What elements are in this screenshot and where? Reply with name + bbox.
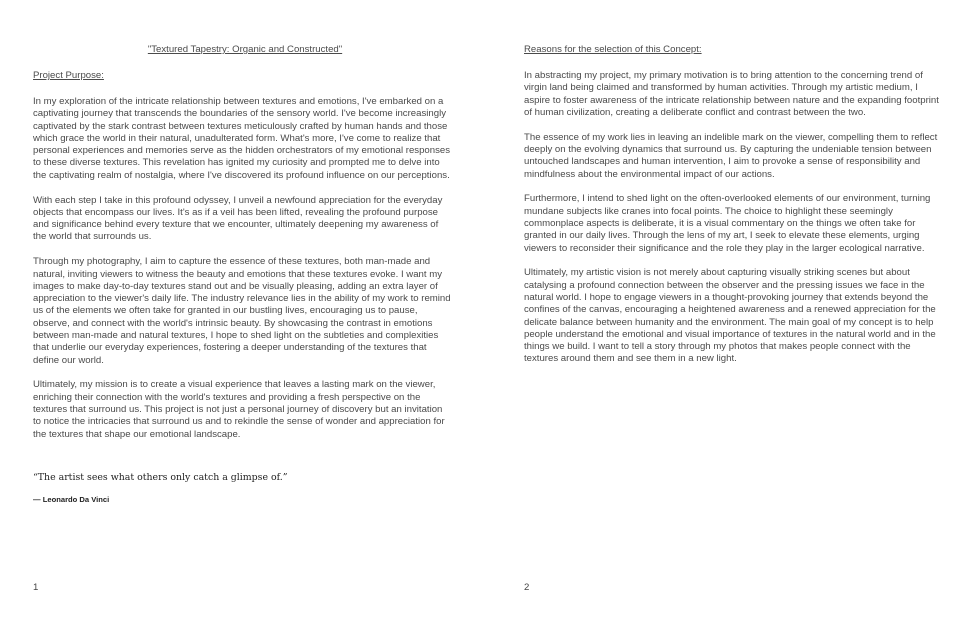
paragraph-line: to notice the intricacies that surround us and to rekindle the sense of wonder and appreciation for (33, 416, 445, 428)
paragraph-line: confines of the canvas, encouraging a heightened awareness and a renewed appreciation for the (524, 304, 936, 316)
paragraph-line: to these diverse textures. This revelation has ignited my curiosity and prompted me to delve into (33, 157, 440, 169)
paragraph-line: of human civilization, creating a deliberate conflict and contrast between the two. (524, 106, 866, 118)
paragraph-line: untouched landscapes and human intervention, I aim to provoke a sense of responsibility and (524, 156, 921, 168)
paragraph-line: delicate balance between humanity and the environment. The main goal of my concept is to help (524, 316, 934, 328)
paragraph-line: aspire to foster awareness of the intricate relationship between nature and the expanding footprint (524, 94, 939, 106)
paragraph-line: observe, and connect with the world's intrinsic beauty. By showcasing the contrast in emotions (33, 317, 433, 329)
section-heading-reasons: Reasons for the selection of this Concept: (524, 44, 702, 55)
paragraph-line: Ultimately, my mission is to create a visual experience that leaves a lasting mark on the viewer, (33, 379, 436, 391)
page-2-body (524, 70, 939, 378)
paragraph (524, 132, 939, 181)
paragraph-line: the textures that shape our emotional landscape. (33, 428, 241, 440)
paragraph-line: commonplace aspects is deliberate, it is a visual commentary on the things we often take for (524, 217, 916, 229)
paragraph (33, 256, 451, 367)
paragraph (524, 267, 939, 365)
paragraph (524, 193, 939, 254)
paragraph (33, 195, 451, 244)
paragraph-line: personal experiences and memories serve as the hidden orchestrators of my emotional responses (33, 145, 451, 157)
paragraph-line: captivated by the stark contrast between textures meticulously crafted by human hands and those (33, 120, 448, 132)
paragraph-line: enriching their connection with the world's textures and providing a fresh perspective on the (33, 391, 421, 403)
paragraph (524, 70, 939, 119)
paragraph-line: textures around them and see them in a new light. (524, 353, 737, 365)
paragraph-line: textures that surround us. This project is not just a personal journey of discovery but an invitation (33, 404, 443, 416)
paragraph-line: natural, inviting viewers to witness the beauty and emotions that these textures evoke. I want my (33, 268, 443, 280)
paragraph-line: virgin land being claimed and transformed by human activities. Through my artistic medium, I (524, 82, 918, 94)
paragraph-line: mundane subjects like cranes into focal points. The choice to highlight these seemingly (524, 205, 893, 217)
page-2 (490, 0, 980, 636)
paragraph-line: natural world. I hope to engage viewers in a thought-provoking journey that extends beyond the (524, 291, 929, 303)
paragraph-line: catalysing a profound connection between the observer and the pressing issues we face in the (524, 279, 925, 291)
paragraph-line: things we build. I want to tell a story through my photos that makes people connect with the (524, 341, 911, 353)
paragraph-line: Through my photography, I aim to capture the essence of these textures, both man-made and (33, 256, 431, 268)
paragraph-line: that underlie our everyday experiences, fostering a deeper understanding of the textures that (33, 342, 427, 354)
paragraph-line: images to make day-to-day textures stand out and be visually pleasing, adding an extra layer of (33, 280, 438, 292)
paragraph-line: With each step I take in this profound odyssey, I unveil a newfound appreciation for the everyday (33, 194, 443, 206)
paragraph-line: captivating journey that transcends the boundaries of the sensory world. I've become increasingly (33, 108, 446, 120)
paragraph-line: define our world. (33, 354, 104, 366)
paragraph-line: In abstracting my project, my primary motivation is to bring attention to the concerning trend of (524, 70, 923, 81)
quote-author: — Leonardo Da Vinci (33, 495, 110, 504)
paragraph-line: people understand the emotional and visual importance of textures in the natural world and in the (524, 328, 936, 340)
paragraph-line: granted in our daily lives. Through the lens of my art, I seek to elevate these elements, urging (524, 230, 920, 242)
paragraph-line: Furthermore, I intend to shed light on the often-overlooked elements of our environment, turning (524, 193, 931, 205)
paragraph-line: between man-made and natural textures, I hope to shed light on the subtleties and complexities (33, 330, 439, 342)
paragraph-line: mindfulness about the environmental impact of our actions. (524, 168, 775, 180)
paragraph (33, 96, 451, 182)
quote: “The artist sees what others only catch a glimpse of.” (33, 472, 288, 483)
page-number: 1 (33, 582, 39, 593)
page-1-body (33, 96, 451, 453)
paragraph (33, 379, 451, 440)
paragraph-line: us of the elements we often take for granted in our bustling lives, encouraging us to pause, (33, 305, 418, 317)
paragraph-line: deeply on the evolving dynamics that surround us. By capturing the undeniable tension between (524, 143, 932, 155)
paragraph-line: appreciation to the viewer's daily life. The industry relevance lies in the ability of my work to remind (33, 293, 451, 305)
paragraph-line: the world that surrounds us. (33, 231, 152, 243)
paragraph-line: In my exploration of the intricate relationship between textures and emotions, I've embarked on a (33, 96, 444, 107)
paragraph-line: viewers to reconsider their significance and the role they play in the larger ecological narrative. (524, 242, 925, 254)
paragraph-line: The essence of my work lies in leaving an indelible mark on the viewer, compelling them to reflect (524, 131, 938, 143)
paragraph-line: the captivating realm of nostalgia, where I've discovered its profound influence on our perceptions. (33, 169, 450, 181)
paragraph-line: objects that encompass our lives. It's as if a veil has been lifted, revealing the profound purpose (33, 206, 439, 218)
page-number: 2 (524, 582, 530, 593)
document-title: "Textured Tapestry: Organic and Constructed" (147, 44, 343, 55)
paragraph-line: Ultimately, my artistic vision is not merely about capturing visually striking scenes but about (524, 267, 910, 279)
section-heading-project-purpose: Project Purpose: (33, 70, 104, 81)
paragraph-line: and significance behind every texture that we encounter, ultimately deepening my awareness of (33, 219, 439, 231)
paragraph-line: which grace the world in their natural, unadulterated form. What's more, I've come to realize that (33, 132, 441, 144)
